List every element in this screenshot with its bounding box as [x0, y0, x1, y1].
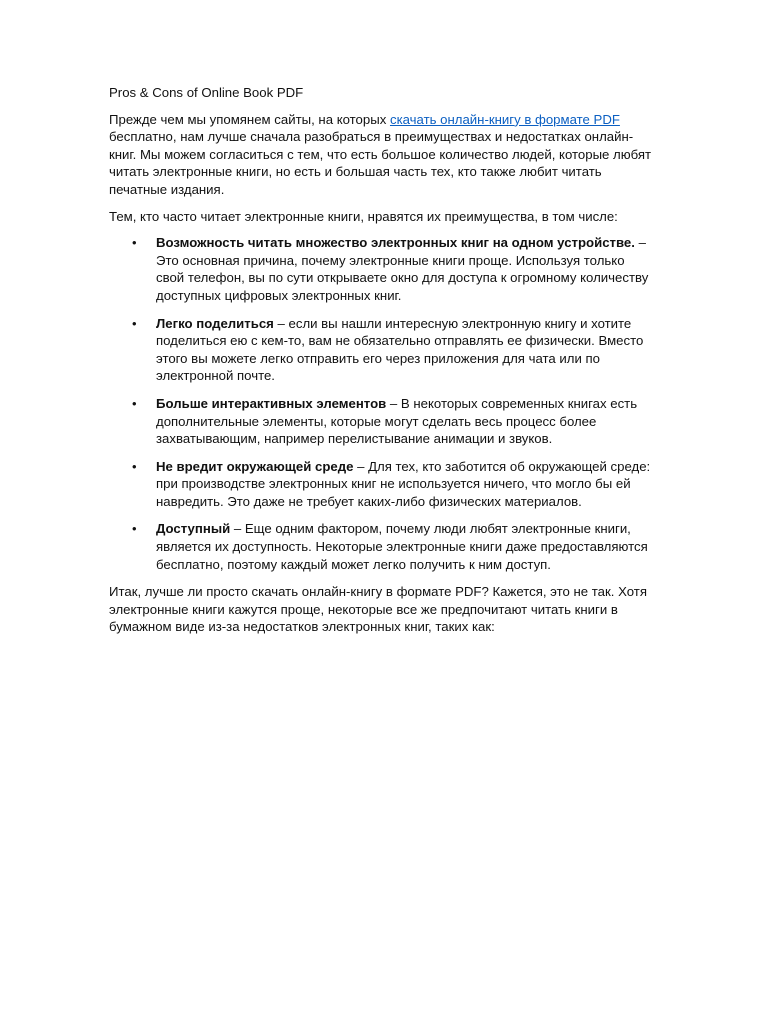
list-item-heading: Больше интерактивных элементов — [156, 395, 387, 411]
list-item-text: – Это основная причина, почему электронные книги проще. Используя только свой телефон, вы по сути открываете окно для доступа к огромному количеству доступных цифровых электронных книг. — [156, 235, 649, 303]
bullet-icon: • — [132, 315, 137, 331]
bullet-icon: • — [132, 395, 137, 411]
list-item-heading: Легко поделиться — [156, 315, 274, 331]
list-item — [109, 520, 654, 573]
bullet-icon: • — [132, 521, 137, 537]
list-item-text: – Еще одним фактором, почему люди любят электронные книги, является их доступность. Некоторые электронные книги даже предоставляются бесплатно, поэтому каждый может легко получить к ним доступ. — [156, 521, 648, 572]
list-item-heading: Возможность читать множество электронных книг на одном устройстве. — [156, 235, 635, 251]
intro-text-before-link: Прежде чем мы упомянем сайты, на которых — [109, 111, 390, 127]
bullet-icon: • — [132, 235, 137, 251]
list-item — [109, 458, 654, 511]
pros-lead-paragraph: Тем, кто часто читает электронные книги, нравятся их преимущества, в том числе: — [109, 208, 618, 224]
document-title: Pros & Cons of Online Book PDF — [109, 85, 304, 100]
bullet-icon: • — [132, 458, 137, 474]
list-item — [109, 395, 654, 448]
pros-list — [109, 234, 654, 573]
list-item-heading: Доступный — [156, 521, 231, 537]
document-page — [109, 84, 654, 645]
list-item — [109, 234, 654, 304]
closing-paragraph: Итак, лучше ли просто скачать онлайн-книгу в формате PDF? Кажется, это не так. Хотя электронные книги кажутся проще, некоторые все же предпочитают читать книги в бумажном виде из-за недостатков электронных книг, таких как: — [109, 584, 647, 635]
list-item-text: – В некоторых современных книгах есть дополнительные элементы, которые могут сделать весь процесс более захватывающим, например перелистывание анимации и звуков. — [156, 395, 638, 447]
intro-text-after-link: бесплатно, нам лучше сначала разобраться в преимуществах и недостатках онлайн-книг. Мы можем согласиться с тем, что есть большое количество людей, которые любят читать электронные книги, но есть и большая часть тех, кто также любит читать печатные издания. — [109, 129, 652, 197]
intro-paragraph — [109, 111, 654, 199]
list-item-text: – если вы нашли интересную электронную книгу и хотите поделиться ею с кем-то, вам не обязательно отправлять ее физически. Вместо этого вы можете легко отправить его через приложения для чата или по электронной почте. — [156, 315, 644, 384]
list-item-text: – Для тех, кто заботится об окружающей среде: при производстве электронных книг не используется ничего, что могло бы ей навредить. Это даже не требует каких-либо физических материалов. — [156, 458, 651, 509]
download-pdf-link[interactable]: скачать онлайн-книгу в формате PDF — [389, 111, 620, 127]
list-item — [109, 315, 654, 385]
list-item-heading: Не вредит окружающей среде — [156, 458, 354, 474]
